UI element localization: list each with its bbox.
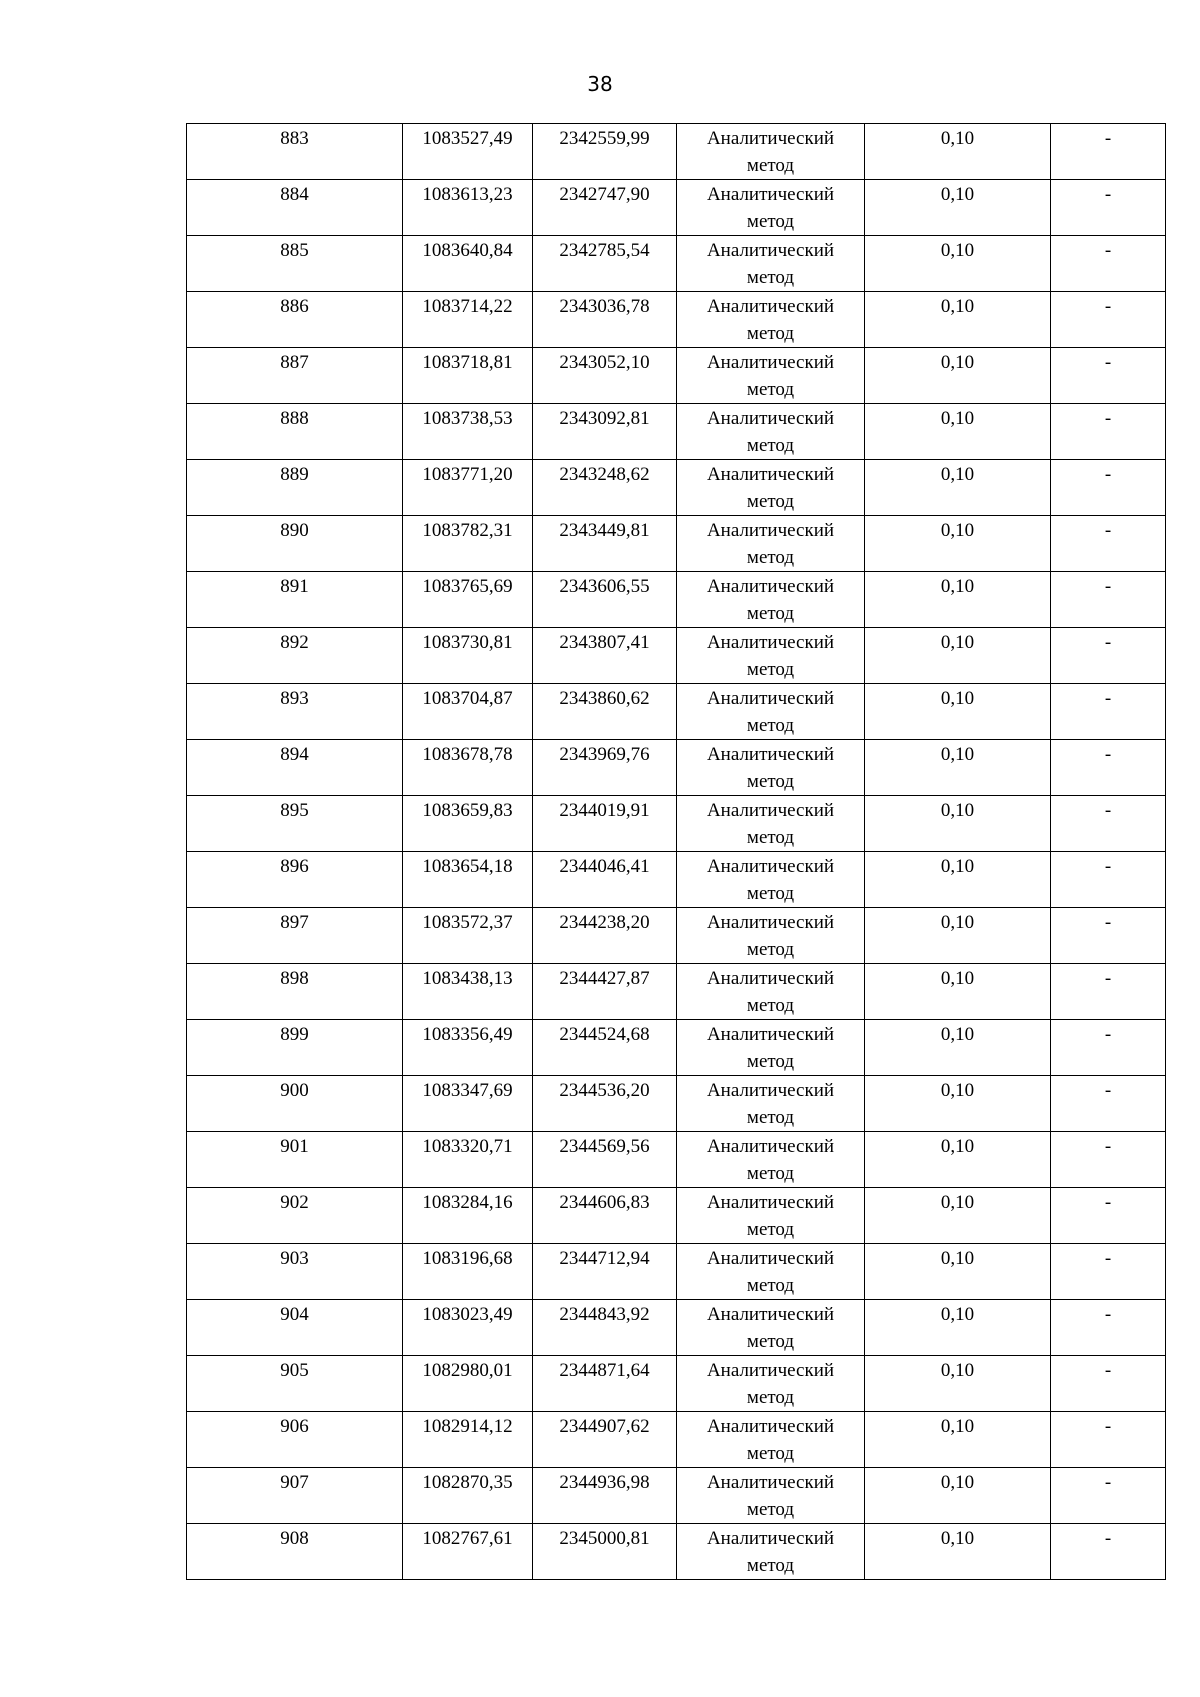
point-number-cell: 889: [187, 460, 403, 516]
y-coordinate-cell: 2344046,41: [533, 852, 677, 908]
point-number-cell: 903: [187, 1244, 403, 1300]
x-coordinate-cell: 1082914,12: [403, 1412, 533, 1468]
x-coordinate-cell: 1082767,61: [403, 1524, 533, 1580]
method-line-2: метод: [746, 939, 795, 960]
y-coordinate-cell: 2343449,81: [533, 516, 677, 572]
note-cell: -: [1051, 1412, 1166, 1468]
point-number-cell: 885: [187, 236, 403, 292]
method-line-1: Аналитический: [706, 744, 835, 765]
table-row: [187, 1244, 1166, 1300]
note-cell: -: [1051, 852, 1166, 908]
y-coordinate-cell: 2344238,20: [533, 908, 677, 964]
point-number-cell: 908: [187, 1524, 403, 1580]
method-cell: [677, 1356, 865, 1412]
point-number-cell: 906: [187, 1412, 403, 1468]
method-cell: [677, 292, 865, 348]
y-coordinate-cell: 2342559,99: [533, 124, 677, 180]
method-line-1: Аналитический: [706, 240, 835, 261]
table-row: [187, 908, 1166, 964]
x-coordinate-cell: 1083640,84: [403, 236, 533, 292]
point-number-cell: 883: [187, 124, 403, 180]
method-cell: [677, 124, 865, 180]
y-coordinate-cell: 2344712,94: [533, 1244, 677, 1300]
x-coordinate-cell: 1083678,78: [403, 740, 533, 796]
accuracy-cell: 0,10: [865, 460, 1051, 516]
note-cell: -: [1051, 1468, 1166, 1524]
x-coordinate-cell: 1083284,16: [403, 1188, 533, 1244]
method-cell: [677, 796, 865, 852]
table-row: [187, 124, 1166, 180]
table-row: [187, 628, 1166, 684]
point-number-cell: 905: [187, 1356, 403, 1412]
table-row: [187, 180, 1166, 236]
accuracy-cell: 0,10: [865, 1468, 1051, 1524]
accuracy-cell: 0,10: [865, 628, 1051, 684]
note-cell: -: [1051, 236, 1166, 292]
x-coordinate-cell: 1083527,49: [403, 124, 533, 180]
accuracy-cell: 0,10: [865, 404, 1051, 460]
accuracy-cell: 0,10: [865, 348, 1051, 404]
table-row: [187, 740, 1166, 796]
point-number-cell: 901: [187, 1132, 403, 1188]
accuracy-cell: 0,10: [865, 852, 1051, 908]
note-cell: -: [1051, 1244, 1166, 1300]
accuracy-cell: 0,10: [865, 1412, 1051, 1468]
point-number-cell: 884: [187, 180, 403, 236]
y-coordinate-cell: 2344606,83: [533, 1188, 677, 1244]
method-line-2: метод: [746, 603, 795, 624]
y-coordinate-cell: 2343248,62: [533, 460, 677, 516]
table-row: [187, 1076, 1166, 1132]
x-coordinate-cell: 1083738,53: [403, 404, 533, 460]
table-row: [187, 1132, 1166, 1188]
method-line-2: метод: [746, 1499, 795, 1520]
point-number-cell: 894: [187, 740, 403, 796]
y-coordinate-cell: 2344524,68: [533, 1020, 677, 1076]
method-line-1: Аналитический: [706, 296, 835, 317]
method-line-2: метод: [746, 155, 795, 176]
accuracy-cell: 0,10: [865, 1244, 1051, 1300]
accuracy-cell: 0,10: [865, 1076, 1051, 1132]
accuracy-cell: 0,10: [865, 1188, 1051, 1244]
point-number-cell: 907: [187, 1468, 403, 1524]
y-coordinate-cell: 2342747,90: [533, 180, 677, 236]
accuracy-cell: 0,10: [865, 740, 1051, 796]
method-line-2: метод: [746, 995, 795, 1016]
x-coordinate-cell: 1083196,68: [403, 1244, 533, 1300]
note-cell: -: [1051, 1524, 1166, 1580]
note-cell: -: [1051, 628, 1166, 684]
method-cell: [677, 1244, 865, 1300]
method-line-2: метод: [746, 883, 795, 904]
method-line-1: Аналитический: [706, 520, 835, 541]
accuracy-cell: 0,10: [865, 1356, 1051, 1412]
method-line-1: Аналитический: [706, 912, 835, 933]
method-line-1: Аналитический: [706, 576, 835, 597]
y-coordinate-cell: 2344569,56: [533, 1132, 677, 1188]
table-row: [187, 1356, 1166, 1412]
method-line-2: метод: [746, 547, 795, 568]
method-line-2: метод: [746, 1555, 795, 1576]
table-row: [187, 292, 1166, 348]
method-cell: [677, 236, 865, 292]
method-line-1: Аналитический: [706, 800, 835, 821]
method-line-1: Аналитический: [706, 1248, 835, 1269]
table-row: [187, 1188, 1166, 1244]
accuracy-cell: 0,10: [865, 516, 1051, 572]
method-line-2: метод: [746, 379, 795, 400]
x-coordinate-cell: 1083347,69: [403, 1076, 533, 1132]
note-cell: -: [1051, 908, 1166, 964]
method-line-1: Аналитический: [706, 128, 835, 149]
note-cell: -: [1051, 1356, 1166, 1412]
point-number-cell: 891: [187, 572, 403, 628]
y-coordinate-cell: 2343606,55: [533, 572, 677, 628]
method-cell: [677, 180, 865, 236]
method-line-2: метод: [746, 1331, 795, 1352]
method-cell: [677, 1132, 865, 1188]
method-line-1: Аналитический: [706, 1416, 835, 1437]
x-coordinate-cell: 1083771,20: [403, 460, 533, 516]
point-number-cell: 893: [187, 684, 403, 740]
method-line-1: Аналитический: [706, 464, 835, 485]
table-row: [187, 852, 1166, 908]
point-number-cell: 900: [187, 1076, 403, 1132]
accuracy-cell: 0,10: [865, 572, 1051, 628]
note-cell: -: [1051, 180, 1166, 236]
x-coordinate-cell: 1083356,49: [403, 1020, 533, 1076]
method-line-2: метод: [746, 771, 795, 792]
x-coordinate-cell: 1083654,18: [403, 852, 533, 908]
method-cell: [677, 740, 865, 796]
y-coordinate-cell: 2343807,41: [533, 628, 677, 684]
method-line-1: Аналитический: [706, 1472, 835, 1493]
method-line-2: метод: [746, 323, 795, 344]
y-coordinate-cell: 2343860,62: [533, 684, 677, 740]
y-coordinate-cell: 2344536,20: [533, 1076, 677, 1132]
accuracy-cell: 0,10: [865, 684, 1051, 740]
point-number-cell: 896: [187, 852, 403, 908]
note-cell: -: [1051, 1188, 1166, 1244]
x-coordinate-cell: 1083730,81: [403, 628, 533, 684]
method-line-2: метод: [746, 659, 795, 680]
note-cell: -: [1051, 516, 1166, 572]
method-cell: [677, 1412, 865, 1468]
note-cell: -: [1051, 740, 1166, 796]
note-cell: -: [1051, 796, 1166, 852]
table-row: [187, 236, 1166, 292]
method-cell: [677, 348, 865, 404]
method-cell: [677, 852, 865, 908]
method-line-2: метод: [746, 267, 795, 288]
method-line-2: метод: [746, 1219, 795, 1240]
y-coordinate-cell: 2344843,92: [533, 1300, 677, 1356]
table-row: [187, 404, 1166, 460]
note-cell: -: [1051, 404, 1166, 460]
note-cell: -: [1051, 124, 1166, 180]
accuracy-cell: 0,10: [865, 124, 1051, 180]
method-line-2: метод: [746, 211, 795, 232]
accuracy-cell: 0,10: [865, 964, 1051, 1020]
x-coordinate-cell: 1083659,83: [403, 796, 533, 852]
note-cell: -: [1051, 292, 1166, 348]
y-coordinate-cell: 2343052,10: [533, 348, 677, 404]
point-number-cell: 899: [187, 1020, 403, 1076]
method-cell: [677, 1188, 865, 1244]
method-cell: [677, 1468, 865, 1524]
method-line-2: метод: [746, 491, 795, 512]
accuracy-cell: 0,10: [865, 180, 1051, 236]
x-coordinate-cell: 1083572,37: [403, 908, 533, 964]
y-coordinate-cell: 2344871,64: [533, 1356, 677, 1412]
accuracy-cell: 0,10: [865, 796, 1051, 852]
x-coordinate-cell: 1083765,69: [403, 572, 533, 628]
method-line-1: Аналитический: [706, 1192, 835, 1213]
point-number-cell: 897: [187, 908, 403, 964]
x-coordinate-cell: 1082980,01: [403, 1356, 533, 1412]
y-coordinate-cell: 2343036,78: [533, 292, 677, 348]
note-cell: -: [1051, 1132, 1166, 1188]
table-row: [187, 348, 1166, 404]
accuracy-cell: 0,10: [865, 292, 1051, 348]
accuracy-cell: 0,10: [865, 1300, 1051, 1356]
x-coordinate-cell: 1083782,31: [403, 516, 533, 572]
method-cell: [677, 404, 865, 460]
method-line-1: Аналитический: [706, 688, 835, 709]
table-row: [187, 1300, 1166, 1356]
method-cell: [677, 908, 865, 964]
method-cell: [677, 460, 865, 516]
method-line-1: Аналитический: [706, 352, 835, 373]
method-line-2: метод: [746, 715, 795, 736]
y-coordinate-cell: 2343969,76: [533, 740, 677, 796]
table-row: [187, 684, 1166, 740]
table-row: [187, 1412, 1166, 1468]
method-line-2: метод: [746, 1163, 795, 1184]
method-cell: [677, 1524, 865, 1580]
method-line-1: Аналитический: [706, 184, 835, 205]
y-coordinate-cell: 2344907,62: [533, 1412, 677, 1468]
method-line-1: Аналитический: [706, 1080, 835, 1101]
x-coordinate-cell: 1083320,71: [403, 1132, 533, 1188]
method-cell: [677, 684, 865, 740]
note-cell: -: [1051, 348, 1166, 404]
method-line-2: метод: [746, 1051, 795, 1072]
accuracy-cell: 0,10: [865, 1524, 1051, 1580]
method-line-1: Аналитический: [706, 1136, 835, 1157]
point-number-cell: 886: [187, 292, 403, 348]
table-row: [187, 964, 1166, 1020]
table-row: [187, 796, 1166, 852]
x-coordinate-cell: 1082870,35: [403, 1468, 533, 1524]
point-number-cell: 888: [187, 404, 403, 460]
method-line-2: метод: [746, 1443, 795, 1464]
point-number-cell: 887: [187, 348, 403, 404]
method-cell: [677, 516, 865, 572]
x-coordinate-cell: 1083438,13: [403, 964, 533, 1020]
table-row: [187, 572, 1166, 628]
method-line-1: Аналитический: [706, 1528, 835, 1549]
method-cell: [677, 1300, 865, 1356]
y-coordinate-cell: 2343092,81: [533, 404, 677, 460]
coordinates-table: [186, 123, 1166, 1580]
point-number-cell: 892: [187, 628, 403, 684]
x-coordinate-cell: 1083023,49: [403, 1300, 533, 1356]
x-coordinate-cell: 1083714,22: [403, 292, 533, 348]
note-cell: -: [1051, 684, 1166, 740]
method-line-2: метод: [746, 1387, 795, 1408]
method-line-1: Аналитический: [706, 968, 835, 989]
coordinates-table-body: [187, 124, 1166, 1580]
method-line-1: Аналитический: [706, 1304, 835, 1325]
method-line-1: Аналитический: [706, 632, 835, 653]
y-coordinate-cell: 2344427,87: [533, 964, 677, 1020]
method-cell: [677, 1020, 865, 1076]
page-number: 38: [587, 72, 613, 96]
note-cell: -: [1051, 1076, 1166, 1132]
method-line-2: метод: [746, 435, 795, 456]
table-row: [187, 1020, 1166, 1076]
method-cell: [677, 964, 865, 1020]
method-line-2: метод: [746, 827, 795, 848]
method-line-1: Аналитический: [706, 408, 835, 429]
accuracy-cell: 0,10: [865, 908, 1051, 964]
method-line-2: метод: [746, 1275, 795, 1296]
note-cell: -: [1051, 460, 1166, 516]
y-coordinate-cell: 2344019,91: [533, 796, 677, 852]
table-row: [187, 1468, 1166, 1524]
point-number-cell: 898: [187, 964, 403, 1020]
method-cell: [677, 628, 865, 684]
method-line-1: Аналитический: [706, 1360, 835, 1381]
note-cell: -: [1051, 572, 1166, 628]
table-row: [187, 1524, 1166, 1580]
table-row: [187, 460, 1166, 516]
method-line-1: Аналитический: [706, 856, 835, 877]
x-coordinate-cell: 1083704,87: [403, 684, 533, 740]
y-coordinate-cell: 2344936,98: [533, 1468, 677, 1524]
accuracy-cell: 0,10: [865, 236, 1051, 292]
method-line-1: Аналитический: [706, 1024, 835, 1045]
point-number-cell: 895: [187, 796, 403, 852]
method-cell: [677, 572, 865, 628]
y-coordinate-cell: 2342785,54: [533, 236, 677, 292]
x-coordinate-cell: 1083718,81: [403, 348, 533, 404]
accuracy-cell: 0,10: [865, 1132, 1051, 1188]
note-cell: -: [1051, 1300, 1166, 1356]
method-cell: [677, 1076, 865, 1132]
method-line-2: метод: [746, 1107, 795, 1128]
table-row: [187, 516, 1166, 572]
x-coordinate-cell: 1083613,23: [403, 180, 533, 236]
point-number-cell: 902: [187, 1188, 403, 1244]
point-number-cell: 890: [187, 516, 403, 572]
note-cell: -: [1051, 1020, 1166, 1076]
y-coordinate-cell: 2345000,81: [533, 1524, 677, 1580]
point-number-cell: 904: [187, 1300, 403, 1356]
note-cell: -: [1051, 964, 1166, 1020]
accuracy-cell: 0,10: [865, 1020, 1051, 1076]
